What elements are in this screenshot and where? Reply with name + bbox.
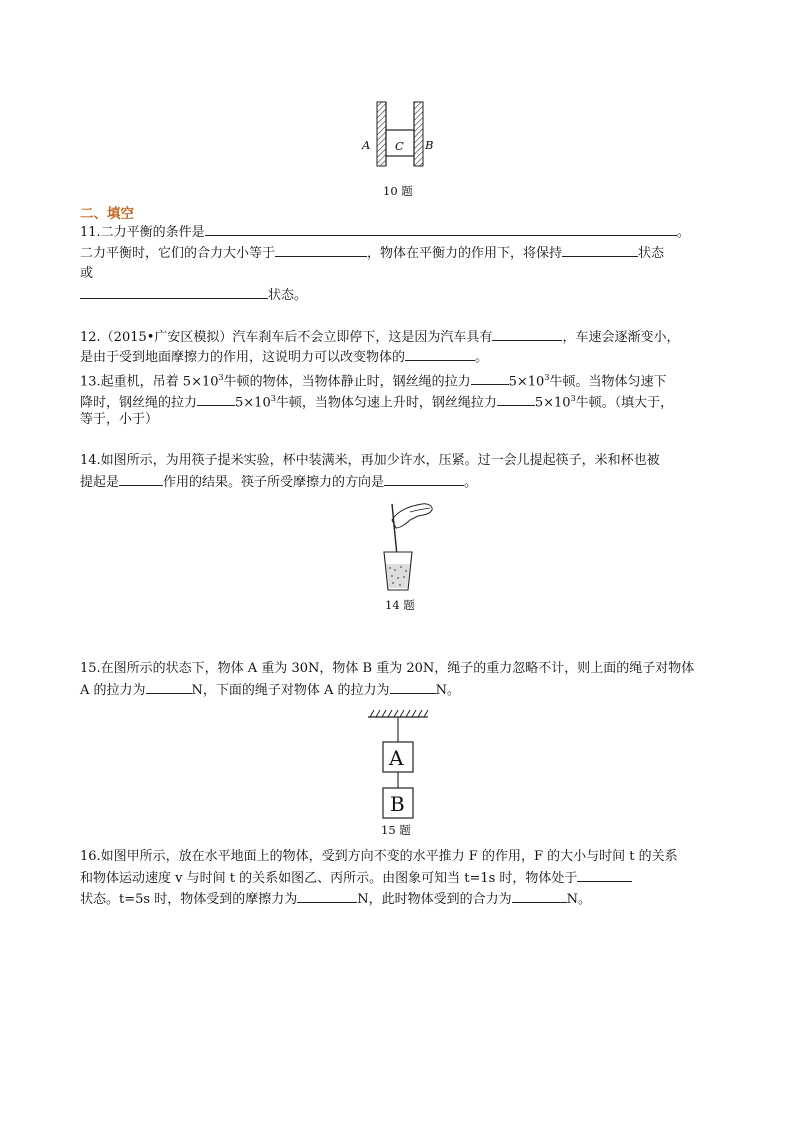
- figure-15-box-b: B: [390, 792, 405, 816]
- q16-text-c: N，此时物体受到的合力为: [357, 892, 512, 907]
- q14-text-a: 提起是: [80, 475, 120, 490]
- q16-line1: 16.如图甲所示，放在水平地面上的物体，受到方向不变的水平推力 F 的作用，F 的大小与时间 t 的关系: [80, 849, 678, 864]
- q13-exp-1: 3: [218, 373, 224, 382]
- figure-14-chopstick-cup: [370, 500, 440, 595]
- q12-blank-inertia[interactable]: [492, 328, 562, 341]
- q16-line3: [80, 890, 591, 908]
- q14-blank-direction[interactable]: [384, 473, 464, 486]
- q15-blank-upper[interactable]: [146, 681, 192, 694]
- q11-line2: [80, 244, 664, 262]
- q13-blank-down[interactable]: [197, 393, 235, 406]
- q16-blank-state[interactable]: [577, 869, 632, 882]
- q13-text-g: 牛顿，当物体匀速上升时，钢丝绳拉力: [275, 395, 497, 411]
- q14-text-b: 作用的结果。筷子所受摩擦力的方向是: [163, 475, 385, 490]
- q13-exp-2: 3: [544, 373, 550, 382]
- q12-text-b: ，车速会逐渐变小，: [562, 330, 680, 345]
- figure-15-box-a: A: [389, 746, 404, 770]
- q13-line3: 等于，小于）: [80, 412, 159, 427]
- q12-text-d: 。: [475, 350, 489, 365]
- q13-text-h: 5×10: [534, 395, 571, 411]
- q16-blank-net-force[interactable]: [512, 890, 567, 903]
- q15-blank-lower[interactable]: [390, 681, 436, 694]
- q15-text-c: N。: [435, 683, 460, 698]
- figure-10-caption: 10 题: [383, 184, 413, 198]
- figure-10-walls: [355, 100, 445, 170]
- q14-line2: [80, 473, 477, 491]
- q11-blank-state2[interactable]: [80, 286, 268, 299]
- wall-a: [377, 102, 386, 166]
- figure-10-label-a: A: [362, 138, 371, 152]
- q15-text-a: A 的拉力为: [80, 683, 146, 698]
- figure-10-label-c: C: [395, 139, 404, 153]
- q13-text-d: 牛顿。当物体匀速下: [549, 374, 667, 390]
- q11-blank-state1[interactable]: [562, 244, 638, 257]
- q13-exp-4: 3: [570, 394, 576, 403]
- hand-shape: [392, 504, 432, 528]
- q13-text-i: 牛顿。（填大于，: [575, 395, 674, 411]
- q15-line1: 15.在图所示的状态下，物体 A 重为 30N，物体 B 重为 20N，绳子的重力忽略不计，则上面的绳子对物体: [80, 661, 695, 676]
- q12-line2: [80, 348, 488, 366]
- q14-line1: 14.如图所示，为用筷子提米实验，杯中装满米，再加少许水，压紧。过一会儿提起筷子，米和杯也被: [80, 453, 660, 468]
- q12-line1: [80, 328, 679, 346]
- q16-text-a: 和物体运动速度 v 与时间 t 的关系如图乙、丙所示。由图象可知当 t=1s 时，物体处于: [80, 871, 578, 886]
- q16-blank-friction[interactable]: [297, 890, 357, 903]
- q12-text-a: 12.（2015•广安区模拟）汽车刹车后不会立即停下，这是因为汽车具有: [80, 330, 493, 345]
- q13-line2: [80, 390, 673, 411]
- figure-15-caption: 15 题: [381, 823, 411, 837]
- q11-text-c: 状态: [638, 246, 665, 261]
- q16-text-b: 状态。t=5s 时，物体受到的摩擦力为: [80, 892, 298, 907]
- q14-blank-force[interactable]: [119, 473, 163, 486]
- q13-line1: [80, 369, 666, 390]
- q13-text-c: 5×10: [508, 374, 545, 390]
- q13-text-e: 降时，钢丝绳的拉力: [80, 395, 198, 411]
- q12-text-c: 是由于受到地面摩擦力的作用，这说明力可以改变物体的: [80, 350, 406, 365]
- figure-14-caption: 14 题: [385, 598, 415, 612]
- q14-text-c: 。: [464, 475, 478, 490]
- section-title: 二、填空: [80, 206, 134, 222]
- q11-line1: [80, 223, 690, 241]
- q11-line3: 或: [80, 266, 94, 281]
- q15-line2: [80, 681, 460, 699]
- q13-exp-3: 3: [270, 394, 276, 403]
- q11-line4: [80, 286, 307, 304]
- q16-text-d: N。: [566, 892, 591, 907]
- q16-line2: [80, 869, 632, 887]
- q13-text-b: 牛顿的物体，当物体静止时，钢丝绳的拉力: [223, 374, 471, 390]
- q13-blank-up[interactable]: [497, 393, 535, 406]
- q11-text-end: 状态。: [268, 288, 308, 303]
- q11-blank-resultant[interactable]: [275, 244, 367, 257]
- q11-text-a: 二力平衡时，它们的合力大小等于: [80, 246, 276, 261]
- q11-blank-condition[interactable]: [205, 223, 677, 236]
- q13-text-f: 5×10: [235, 395, 271, 411]
- q15-text-b: N，下面的绳子对物体 A 的拉力为: [191, 683, 390, 698]
- q11-text-b: ，物体在平衡力的作用下，将保持: [367, 246, 563, 261]
- q13-blank-static[interactable]: [471, 372, 509, 385]
- q12-blank-motion[interactable]: [405, 348, 475, 361]
- wall-b: [414, 102, 423, 166]
- q13-text-a: 13.起重机，吊着 5×10: [80, 374, 219, 390]
- figure-10-label-b: B: [425, 138, 434, 152]
- q11-prefix: 11.二力平衡的条件是: [80, 225, 205, 240]
- q11-period: 。: [676, 225, 690, 240]
